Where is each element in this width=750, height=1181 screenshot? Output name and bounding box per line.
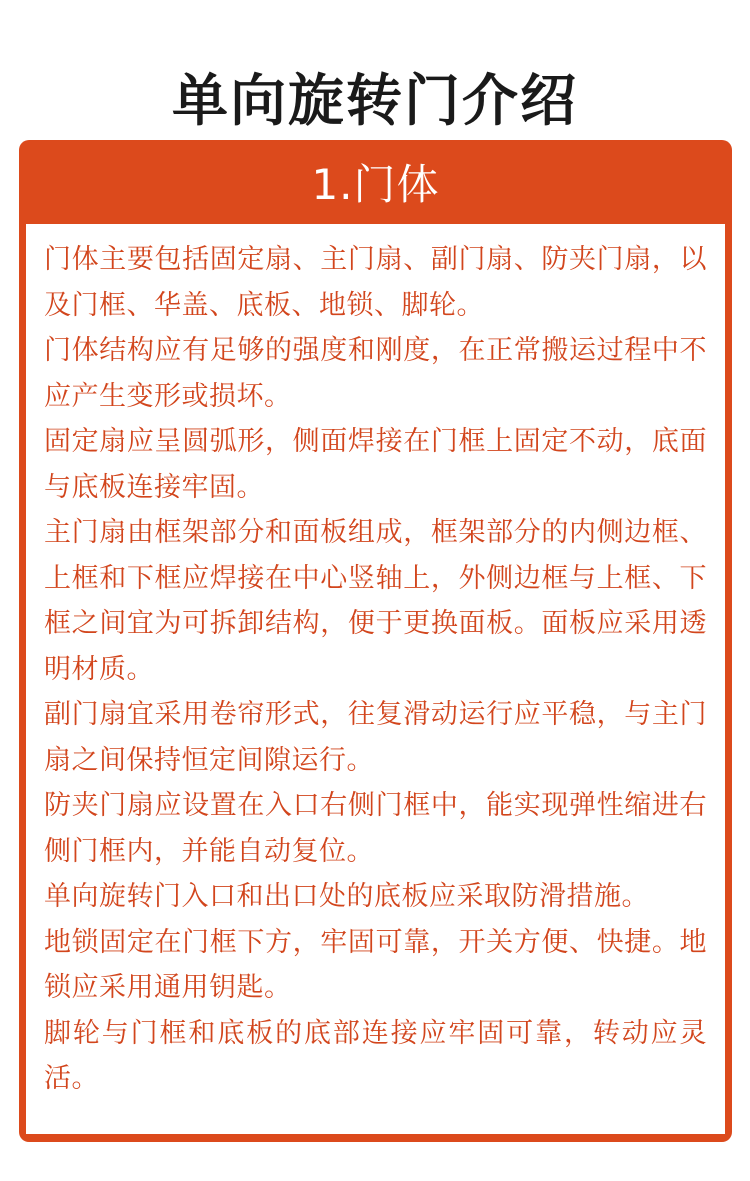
paragraph-casters: 脚轮与门框和底板的底部连接应牢固可靠，转动应灵活。 [44,1017,707,1094]
section-card [19,140,732,1142]
paragraph-base-plate: 单向旋转门入口和出口处的底板应采取防滑措施。 [44,881,649,912]
page-title: 单向旋转门介绍 [172,68,578,134]
section-body [26,224,725,1134]
paragraph-fixed-leaf: 固定扇应呈圆弧形，侧面焊接在门框上固定不动，底面与底板连接牢固。 [44,426,707,503]
paragraph-main-leaf: 主门扇由框架部分和面板组成，框架部分的内侧边框、上框和下框应焊接在中心竖轴上，外侧边框与上框、下框之间宜为可拆卸结构，便于更换面板。面板应采用透明材质。 [44,517,707,685]
paragraph-secondary-leaf: 副门扇宜采用卷帘形式，往复滑动运行应平稳，与主门扇之间保持恒定间隙运行。 [44,699,707,776]
section-heading: 1.门体 [311,160,440,209]
paragraph-structure-strength: 门体结构应有足够的强度和刚度，在正常搬运过程中不应产生变形或损坏。 [44,335,707,412]
paragraph-floor-lock: 地锁固定在门框下方，牢固可靠，开关方便、快捷。地锁应采用通用钥匙。 [44,926,707,1003]
paragraph-anti-pinch-leaf: 防夹门扇应设置在入口右侧门框中，能实现弹性缩进右侧门框内，并能自动复位。 [44,790,707,867]
paragraph-door-components: 门体主要包括固定扇、主门扇、副门扇、防夹门扇，以及门框、华盖、底板、地锁、脚轮。 [44,244,707,321]
